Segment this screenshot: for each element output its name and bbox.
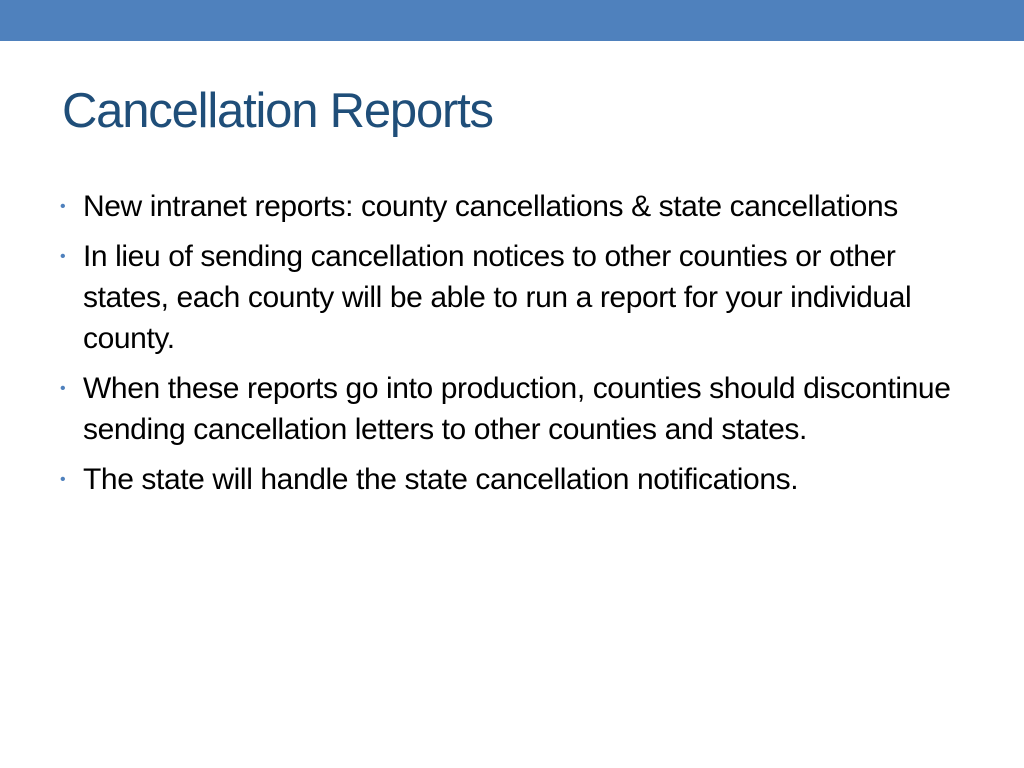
bullet-item: [60, 236, 960, 359]
bullet-item: [60, 186, 960, 227]
bullet-icon: •: [60, 471, 66, 488]
bullet-text: When these reports go into production, counties should discontinue sending cancellation letters to other counties and states.: [83, 372, 951, 446]
bullet-item: [60, 459, 960, 500]
bullet-text: The state will handle the state cancellation notifications.: [83, 463, 799, 496]
bullet-icon: •: [60, 380, 66, 397]
bullet-icon: •: [60, 198, 66, 215]
header-accent-bar: [0, 0, 1024, 41]
bullet-item: [60, 368, 960, 450]
bullet-icon: •: [60, 248, 66, 265]
bullet-text: New intranet reports: county cancellations & state cancellations: [83, 190, 898, 223]
slide-title: Cancellation Reports: [62, 84, 493, 138]
bullet-text: In lieu of sending cancellation notices to other counties or other states, each county will be able to run a report for your individual county.: [83, 240, 912, 355]
bullet-list: [60, 186, 960, 509]
